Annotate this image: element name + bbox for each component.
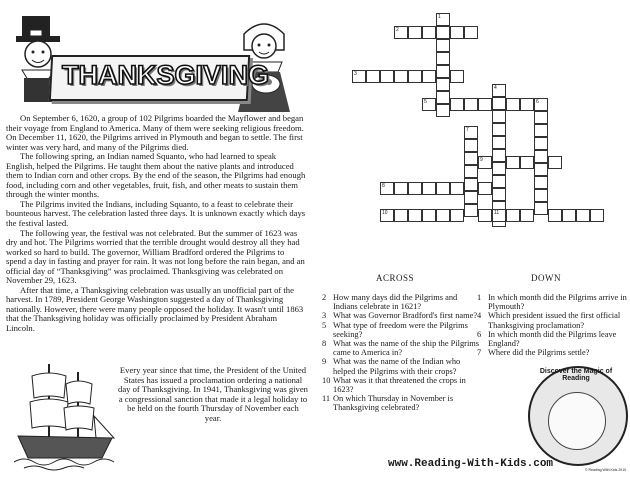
clue-item: 8 What was the name of the ship the Pilgrims came to America in? [322, 339, 480, 358]
website-link[interactable]: www.Reading-With-Kids.com [388, 458, 554, 470]
crossword-cell[interactable] [450, 98, 464, 111]
crossword-cell[interactable] [590, 209, 604, 222]
crossword-cell[interactable] [548, 209, 562, 222]
down-clues [477, 293, 627, 357]
clue-item: 11 On which Thursday in November is Thanksgiving celebrated? [322, 394, 454, 413]
crossword-grid [350, 10, 610, 250]
family-reading-icon [548, 392, 606, 450]
crossword-cell[interactable] [478, 209, 492, 222]
crossword-cell[interactable] [492, 110, 506, 123]
crossword-cell[interactable] [394, 70, 408, 83]
crossword-cell[interactable] [492, 188, 506, 201]
crossword-cell[interactable] [520, 156, 534, 169]
crossword-cell[interactable] [506, 209, 520, 222]
crossword-cell[interactable] [464, 139, 478, 152]
crossword-cell[interactable] [436, 65, 450, 78]
crossword-cell[interactable] [436, 182, 450, 195]
crossword-cell[interactable] [436, 26, 450, 39]
clue-number: 11 [494, 210, 500, 216]
clue-number: 2 [396, 27, 399, 33]
story-paragraph-2: The following spring, an Indian named Squanto, who had learned to speak English, helped the Pilgrims. He taught them about the native plants and introduced them to Indian corn and other crops. By the end of the season, the Pilgrims had enough food, including corn and other vegetables, fruit, fish, and other meats to sustain them through the winter months. [6, 151, 306, 200]
crossword-cell[interactable] [464, 165, 478, 178]
crossword-cell[interactable] [534, 189, 548, 202]
crossword-cell[interactable] [436, 209, 450, 222]
clue-item: 1 In which month did the Pilgrims arrive in Plymouth? [477, 293, 627, 312]
crossword-cell[interactable] [422, 209, 436, 222]
crossword-cell[interactable] [478, 156, 492, 169]
crossword-cell[interactable] [422, 98, 436, 111]
crossword-cell[interactable] [534, 137, 548, 150]
across-clues [322, 293, 482, 413]
crossword-cell[interactable] [366, 70, 380, 83]
crossword-cell[interactable] [506, 156, 520, 169]
crossword-cell[interactable] [380, 70, 394, 83]
crossword-cell[interactable] [450, 70, 464, 83]
crossword-cell[interactable] [534, 111, 548, 124]
crossword-cell[interactable] [380, 209, 394, 222]
crossword-cell[interactable] [576, 209, 590, 222]
crossword-cell[interactable] [408, 26, 422, 39]
crossword-cell[interactable] [436, 52, 450, 65]
seal-text: Discover the Magic of Reading [539, 368, 613, 382]
copyright-text: © Reading With Kids 2010 [585, 468, 627, 472]
crossword-cell[interactable] [436, 104, 450, 117]
crossword-cell[interactable] [492, 97, 506, 110]
crossword-cell[interactable] [548, 156, 562, 169]
crossword-cell[interactable] [394, 26, 408, 39]
crossword-cell[interactable] [422, 182, 436, 195]
crossword-cell[interactable] [422, 26, 436, 39]
crossword-cell[interactable] [422, 70, 436, 83]
crossword-cell[interactable] [464, 204, 478, 217]
clue-item: 10 What was it that threatened the crops in 1623? [322, 375, 466, 395]
story-paragraph-4: The following year, the festival was not celebrated. But the summer of 1623 was dry and hot. The Pilgrims worried that the terrible drought would destroy all they had worked so hard to build. The governor, William Bradford ordered the Pilgrims to spend a day in fasting and prayer for rain. It was not long before the rain began, and an official day of “Thanksgiving” was proclaimed. Thanksgiving was celebrated on November 29, 1623. [6, 227, 305, 286]
crossword-cell[interactable] [464, 126, 478, 139]
clue-item: 2 How many days did the Pilgrims and Indians celebrate in 1621? [322, 293, 458, 312]
crossword-cell[interactable] [408, 209, 422, 222]
crossword-cell[interactable] [464, 191, 478, 204]
crossword-cell[interactable] [520, 209, 534, 222]
crossword-cell[interactable] [478, 182, 492, 195]
story-text [6, 114, 306, 334]
clue-number: 3 [354, 71, 357, 77]
clue-item: 3 What was Governor Bradford's first name? [322, 311, 478, 321]
crossword-cell[interactable] [492, 162, 506, 175]
crossword-cell[interactable] [436, 78, 450, 91]
clue-number: 5 [424, 99, 427, 105]
crossword-cell[interactable] [436, 91, 450, 104]
crossword-cell[interactable] [464, 26, 478, 39]
crossword-cell[interactable] [534, 150, 548, 163]
clue-number: 4 [494, 85, 497, 91]
crossword-cell[interactable] [520, 98, 534, 111]
crossword-cell[interactable] [464, 98, 478, 111]
story-tail: Every year since that time, the President of the United States has issued a proclamation ordering a national day of Thanksgiving. In 1941, Thanksgiving was given a congressional sanction that made it a legal holiday to be held on the fourth Thursday of November each year. [118, 365, 308, 423]
story-paragraph-1: On September 6, 1620, a group of 102 Pilgrims boarded the Mayflower and began their voyage from England to America. Many of them were seeking religious freedom. On December 11, 1620, the Pilgrims arrived in Plymouth and began to settle. The first winter was very hard, and many of the Pilgrims died. [6, 113, 304, 152]
clue-item: 9 What was the name of the Indian who helped the Pilgrims with their crops? [322, 357, 461, 376]
crossword-cell[interactable] [352, 70, 366, 83]
crossword-cell[interactable] [450, 209, 464, 222]
crossword-cell[interactable] [534, 163, 548, 176]
crossword-cell[interactable] [380, 182, 394, 195]
crossword-cell[interactable] [534, 202, 548, 215]
clue-item: 7 Where did the Pilgrims settle? [477, 348, 590, 358]
crossword-cell[interactable] [408, 70, 422, 83]
crossword-cell[interactable] [464, 178, 478, 191]
clue-number: 6 [536, 99, 539, 105]
crossword-cell[interactable] [394, 182, 408, 195]
crossword-cell[interactable] [534, 176, 548, 189]
crossword-cell[interactable] [562, 209, 576, 222]
across-heading: ACROSS [376, 273, 415, 283]
crossword-cell[interactable] [492, 149, 506, 162]
clue-number: 10 [382, 210, 388, 216]
crossword-cell[interactable] [450, 26, 464, 39]
down-heading: DOWN [531, 273, 561, 283]
page-title: THANKSGIVING [62, 60, 270, 90]
crossword-cell[interactable] [450, 182, 464, 195]
story-paragraph-5: After that time, a Thanksgiving celebration was usually an unofficial part of the harvest. In 1789, President George Washington suggested a day of Thanksgiving nationally. However, there were many people opposed the holiday. It wasn't until 1863 that the Thanksgiving holiday was officially proclaimed by President Abraham Lincoln. [6, 284, 304, 334]
crossword-cell[interactable] [492, 175, 506, 188]
crossword-cell[interactable] [408, 182, 422, 195]
crossword-cell[interactable] [492, 123, 506, 136]
crossword-cell[interactable] [464, 152, 478, 165]
clue-number: 8 [382, 183, 385, 189]
clue-item: 4 Which president issued the first official Thanksgiving proclamation? [477, 311, 621, 330]
crossword-cell[interactable] [506, 98, 520, 111]
story-paragraph-3: The Pilgrims invited the Indians, including Squanto, to a feast to celebrate their bounteous harvest. The celebration lasted three days. It is unknown exactly which days the festival lasted. [6, 198, 306, 229]
crossword-cell[interactable] [436, 13, 450, 26]
clue-item: 5 What type of freedom were the Pilgrims seeking? [322, 320, 468, 339]
clue-number: 7 [466, 127, 469, 133]
crossword-cell[interactable] [492, 136, 506, 149]
crossword-cell[interactable] [492, 84, 506, 97]
mayflower-ship-illustration [14, 358, 118, 474]
crossword-cell[interactable] [436, 39, 450, 52]
crossword-cell[interactable] [478, 98, 492, 111]
clue-item: 6 In which month did the Pilgrims leave England? [477, 329, 617, 349]
crossword-cell[interactable] [534, 124, 548, 137]
clue-number: 9 [480, 157, 483, 163]
crossword-cell[interactable] [534, 98, 548, 111]
crossword-cell[interactable] [394, 209, 408, 222]
crossword-cell[interactable] [492, 209, 506, 222]
clue-number: 1 [438, 14, 441, 20]
